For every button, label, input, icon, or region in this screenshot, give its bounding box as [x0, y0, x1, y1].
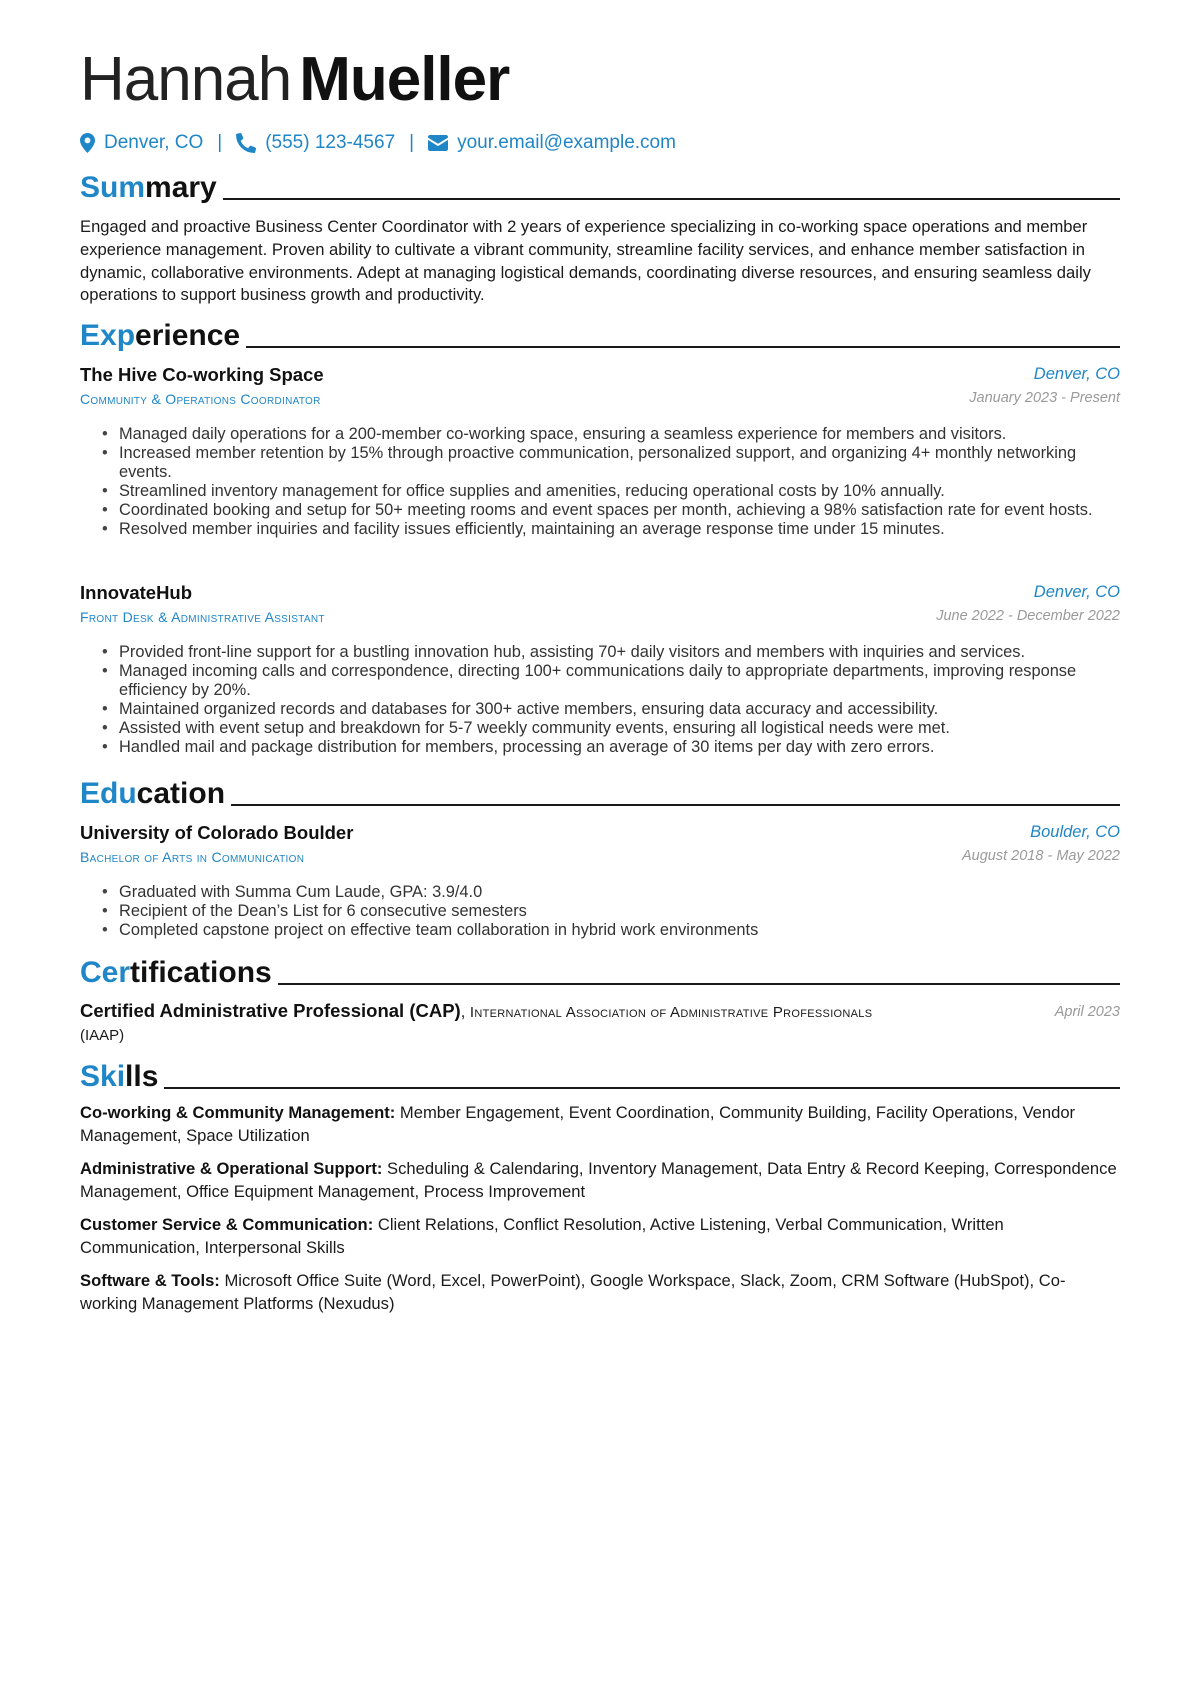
school-location: Boulder, CO: [1030, 823, 1120, 841]
list-item: • Increased member retention by 15% through proactive communication, personalized support, and organizing 4+ monthly networking events.: [102, 444, 1120, 482]
summary-heading: [80, 166, 1120, 206]
education-heading: [80, 772, 1120, 812]
section-title: [80, 955, 272, 991]
section-title-accent: Sum: [80, 171, 146, 204]
job-dates: June 2022 - December 2022: [936, 608, 1120, 624]
envelope-icon: [428, 135, 448, 151]
skill-items: Client Relations, Conflict Resolution, Active Listening, Verbal Communication, Written Communication, Interpersonal Skills: [80, 1215, 1004, 1257]
skills-heading: [80, 1055, 1120, 1095]
education-dates: August 2018 - May 2022: [962, 848, 1120, 864]
skill-row: [80, 1214, 1120, 1260]
skill-items: Member Engagement, Event Coordination, Community Building, Facility Operations, Vendor Management, Space Utilization: [80, 1103, 1076, 1145]
job-dates: January 2023 - Present: [969, 390, 1120, 406]
email-link[interactable]: your.email@example.com: [457, 132, 676, 153]
job-location: Denver, CO: [1033, 365, 1120, 383]
phone-text[interactable]: (555) 123-4567: [265, 132, 396, 153]
list-item: • Managed incoming calls and correspondence, directing 100+ communications daily to appropriate departments, improving response efficiency by 20%.: [102, 662, 1120, 700]
map-pin-icon: [80, 133, 95, 153]
section-title-accent: Edu: [80, 777, 137, 810]
first-name: Hannah: [80, 45, 292, 114]
section-title-rest: erience: [135, 319, 241, 352]
section-title: [80, 318, 240, 354]
section-rule: [223, 198, 1120, 200]
section-title-rest: lls: [125, 1060, 159, 1093]
skill-label: Co-working & Community Management:: [80, 1103, 396, 1122]
contact-separator: |: [217, 132, 223, 153]
section-rule: [164, 1087, 1120, 1089]
skill-label: Customer Service & Communication:: [80, 1215, 374, 1234]
certification-comma: ,: [460, 1003, 466, 1021]
phone-icon: [236, 133, 256, 153]
job-company: The Hive Co-working Space: [80, 364, 324, 385]
list-item: • Maintained organized records and databases for 300+ active members, ensuring data accuracy and accessibility.: [102, 700, 1120, 719]
list-item: • Handled mail and package distribution for members, processing an average of 30 items per day with zero errors.: [102, 738, 1120, 757]
list-item: • Coordinated booking and setup for 50+ meeting rooms and event spaces per month, achieving a 98% satisfaction rate for event hosts.: [102, 501, 1120, 520]
job-bullets: [102, 425, 1120, 539]
certification-title: Certified Administrative Professional (CAP): [80, 1000, 461, 1021]
list-item: • Streamlined inventory management for office supplies and amenities, reducing operational costs by 10% annually.: [102, 482, 1120, 501]
list-item: • Resolved member inquiries and facility issues efficiently, maintaining an average response time under 15 minutes.: [102, 520, 1120, 539]
candidate-name: [80, 42, 509, 118]
section-title-accent: Ski: [80, 1060, 126, 1093]
location-text: Denver, CO: [104, 132, 204, 153]
job-role: Front Desk & Administrative Assistant: [80, 609, 325, 625]
certifications-heading: [80, 951, 1120, 991]
list-item: • Recipient of the Dean’s List for 6 consecutive semesters: [102, 902, 1120, 921]
skill-items: Scheduling & Calendaring, Inventory Management, Data Entry & Record Keeping, Correspondence Management, Office Equipment Management, Process Improvement: [80, 1159, 1117, 1201]
last-name: Mueller: [299, 45, 510, 114]
list-item: • Provided front-line support for a bustling innovation hub, assisting 70+ daily visitors and members with inquiries and services.: [102, 643, 1120, 662]
skill-row: [80, 1158, 1120, 1204]
job-bullets: [102, 643, 1120, 757]
skill-row: [80, 1102, 1120, 1148]
certification-abbr: (IAAP): [80, 1027, 125, 1044]
certification-entry: [80, 1000, 980, 1047]
list-item: • Graduated with Summa Cum Laude, GPA: 3.9/4.0: [102, 883, 1120, 902]
summary-text: Engaged and proactive Business Center Coordinator with 2 years of experience specializing in co-working space operations and member experience management. Proven ability to cultivate a vibrant community, streamline facility services, and enhance member satisfaction in dynamic, collaborative environments. Adept at managing logistical demands, coordinating diverse resources, and ensuring seamless daily operations to support business growth and productivity.: [80, 217, 1091, 305]
section-title: [80, 776, 225, 812]
skill-row: [80, 1270, 1120, 1316]
contact-phone[interactable]: [236, 132, 395, 154]
job-location: Denver, CO: [1033, 583, 1120, 601]
experience-heading: [80, 314, 1120, 354]
school-name: University of Colorado Boulder: [80, 822, 354, 843]
skill-label: Software & Tools:: [80, 1271, 220, 1290]
section-title-rest: tifications: [130, 956, 272, 989]
contact-email[interactable]: [428, 132, 676, 154]
contact-separator: |: [409, 132, 415, 153]
certification-date: April 2023: [1054, 1004, 1120, 1020]
section-title: [80, 170, 217, 206]
contact-location: [80, 132, 203, 154]
degree: Bachelor of Arts in Communication: [80, 849, 305, 865]
section-rule: [278, 983, 1120, 985]
job-role: Community & Operations Coordinator: [80, 391, 321, 407]
skill-items: Microsoft Office Suite (Word, Excel, PowerPoint), Google Workspace, Slack, Zoom, CRM Software (HubSpot), Co-working Management Platforms (Nexudus): [80, 1271, 1066, 1313]
section-rule: [246, 346, 1120, 348]
education-bullets: [102, 883, 1120, 940]
section-title-accent: Cer: [80, 956, 131, 989]
list-item: • Completed capstone project on effective team collaboration in hybrid work environments: [102, 921, 1120, 940]
section-title: [80, 1059, 158, 1095]
list-item: • Managed daily operations for a 200-member co-working space, ensuring a seamless experience for members and visitors.: [102, 425, 1120, 444]
section-title-rest: cation: [136, 777, 226, 810]
section-rule: [231, 804, 1120, 806]
certification-org: International Association of Administrative Professionals: [469, 1004, 873, 1021]
section-title-rest: mary: [145, 171, 217, 204]
contact-bar: [80, 132, 676, 154]
skill-label: Administrative & Operational Support:: [80, 1159, 383, 1178]
job-company: InnovateHub: [80, 582, 193, 603]
section-title-accent: Exp: [80, 319, 136, 352]
list-item: • Assisted with event setup and breakdown for 5-7 weekly community events, ensuring all logistical needs were met.: [102, 719, 1120, 738]
